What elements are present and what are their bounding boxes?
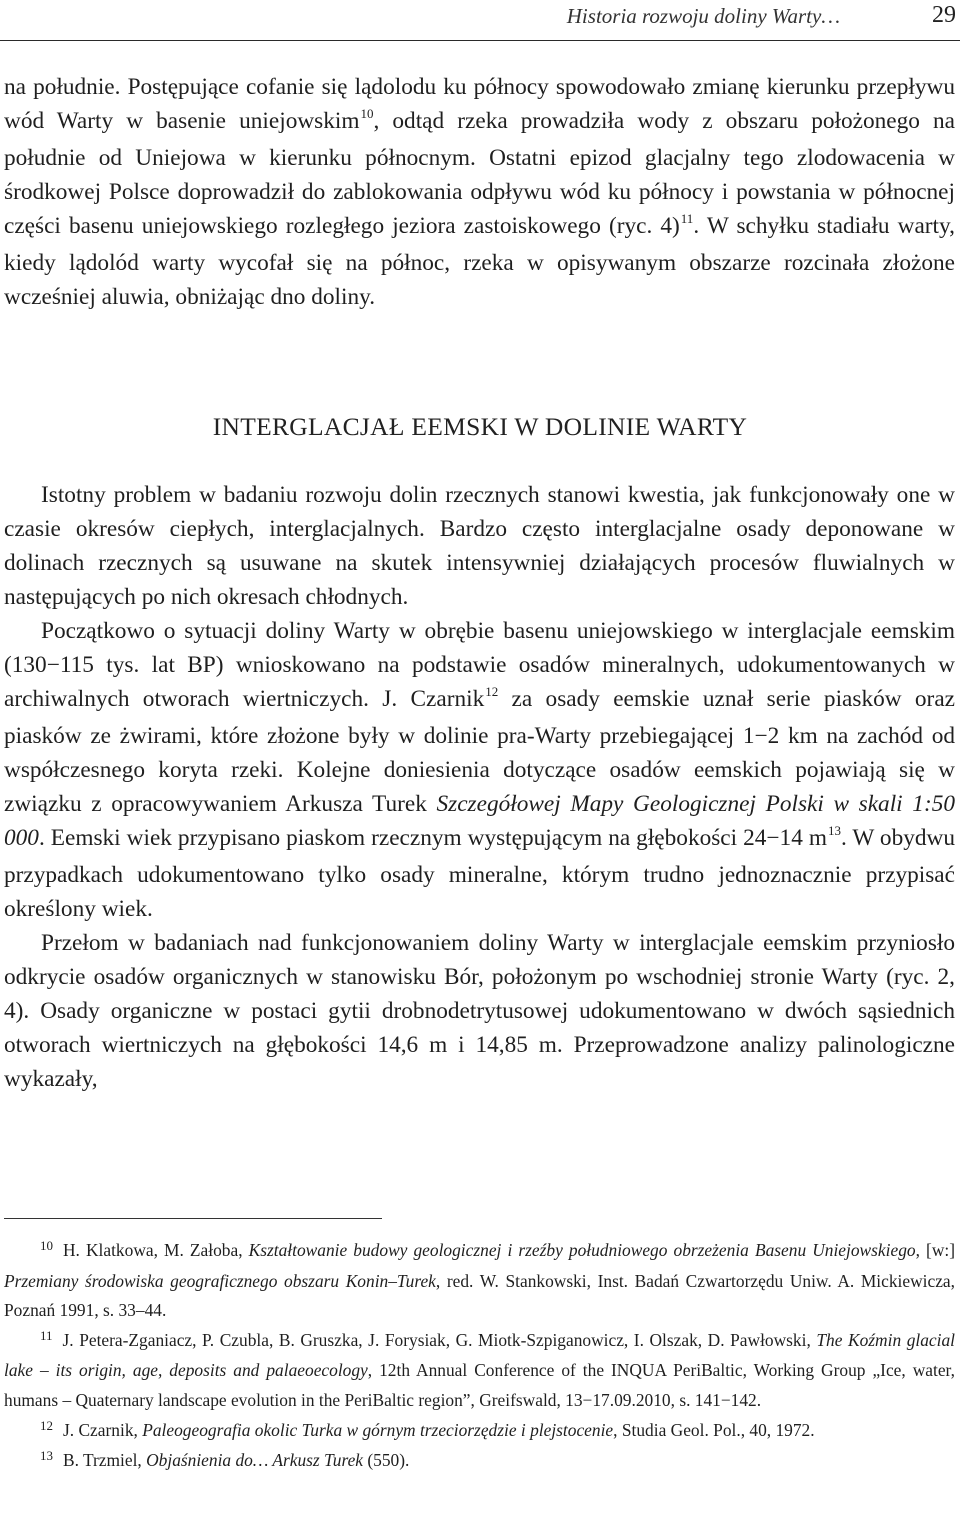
footnote-ref-10[interactable]: 10 bbox=[360, 106, 374, 121]
footnote-13: $^{13}$ B. Trzmiel, Objaśnienia do… Arkusz Turek (550). bbox=[40, 1448, 410, 1471]
body-text-top bbox=[4, 70, 955, 314]
footnote-11: $^{11}$ J. Petera-Zganiacz, P. Czubla, B. Gruszka, J. Forysiak, G. Miotk-Szpiganowicz, I. Olszak, D. Pawłowski, The Koźmin glacial lake – its origin, age, deposits and palaeoecology, 12th Annual Conference of the INQUA PeriBaltic, Working Group „Ice, water, humans – Quaternary landscape evolution in the PeriBaltic region”, Greifswald, 13−17.09.2010, s. 141−142. bbox=[4, 1327, 955, 1410]
footnote-ref-13[interactable]: 13 bbox=[827, 823, 841, 838]
footnote-10: $^{10}$ H. Klatkowa, M. Załoba, Kształtowanie budowy geologicznej i rzeźby południowego obrzeżenia Basenu Uniejowskiego, [w:] Przemiany środowiska geograficznego obszaru Konin–Turek, red. W. Stankowski, Inst. Badań Czwartorzędu Uniw. A. Mickiewicza, Poznań 1991, s. 33–44. bbox=[4, 1238, 955, 1321]
section-heading: INTERGLACJAŁ EEMSKI W DOLINIE WARTY bbox=[212, 412, 748, 441]
footnotes bbox=[4, 1236, 955, 1477]
footnote-separator bbox=[4, 1218, 382, 1219]
page-header bbox=[0, 0, 960, 41]
footnote-12: $^{12}$ J. Czarnik, Paleogeografia okolic Turka w górnym trzeciorzędzie i plejstocenie, Studia Geol. Pol., 40, 1972. bbox=[40, 1417, 815, 1440]
footnote-ref-11[interactable]: 11 bbox=[680, 211, 694, 226]
paragraph-4: Przełom w badaniach nad funkcjonowaniem doliny Warty w interglacjale eemskim przyniosło odkrycie osadów organicznych w stanowisku Bór, położonym po wschodniej stronie Warty (ryc. 2, 4). Osady organiczne w postaci gytii drobnodetrytusowej udokumentowano w dwóch sąsiednich otworach wiertniczych na głębokości 14,6 m i 14,85 m. Przeprowadzone analizy palinologiczne wykazały, bbox=[4, 930, 955, 1092]
running-title: Historia rozwoju doliny Warty… bbox=[566, 4, 840, 28]
body-text-main bbox=[4, 478, 955, 1096]
page-number: 29 bbox=[932, 2, 956, 28]
paragraph-3: Początkowo o sytuacji doliny Warty w obrębie basenu uniejowskiego w interglacjale eemskim (130−115 tys. lat BP) wnioskowano na podstawie osadów mineralnych, udokumentowanych w archiwalnych otworach wiertniczych. J. Czarnik$^{12}$ za osady eemskie uznał serie piasków oraz piasków ze żwirami, które złożone były w dolinie pra-Warty przebiegającej 1−2 km na zachód od współczesnego koryta rzeki. Kolejne doniesienia dotyczące osadów eemskich pojawiają się w związku z opracowywaniem Arkusza Turek Szczegółowej Mapy Geologicznej Polski w skali 1:50 000. Eemski wiek przypisano piaskom rzecznym występującym na głębokości 24−14 m$^{13}$. W obydwu przypadkach udokumentowano tylko osady mineralne, którym trudno jednoznacznie przypisać określony wiek. bbox=[4, 618, 956, 922]
footnote-ref-12[interactable]: 12 bbox=[485, 684, 499, 699]
paragraph-2: Istotny problem w badaniu rozwoju dolin rzecznych stanowi kwestia, jak funkcjonowały one w czasie okresów ciepłych, interglacjalnych. Bardzo często interglacjalne osady deponowane w dolinach rzecznych są usuwane na skutek intensywniej działających procesów fluwialnych w następujących po nich okresach chłodnych. bbox=[4, 482, 955, 610]
paragraph-1: na południe. Postępujące cofanie się lądolodu ku północy spowodowało zmianę kierunku przepływu wód Warty w basenie uniejowskim$^{10}$, odtąd rzeka prowadziła wody z obszaru położonego na południe od Uniejowa w kierunku północnym. Ostatni epizod glacjalny tego zlodowacenia w środkowej Polsce doprowadził do zablokowania odpływu wód ku północy i powstania w północnej części basenu uniejowskiego rozległego jeziora zastoiskowego (ryc. 4)$^{11}$. W schyłku stadiału warty, kiedy lądolód warty wycofał się na północ, rzeka w opisywanym obszarze rozcinała złożone wcześniej aluwia, obniżając dno doliny. bbox=[4, 74, 955, 310]
